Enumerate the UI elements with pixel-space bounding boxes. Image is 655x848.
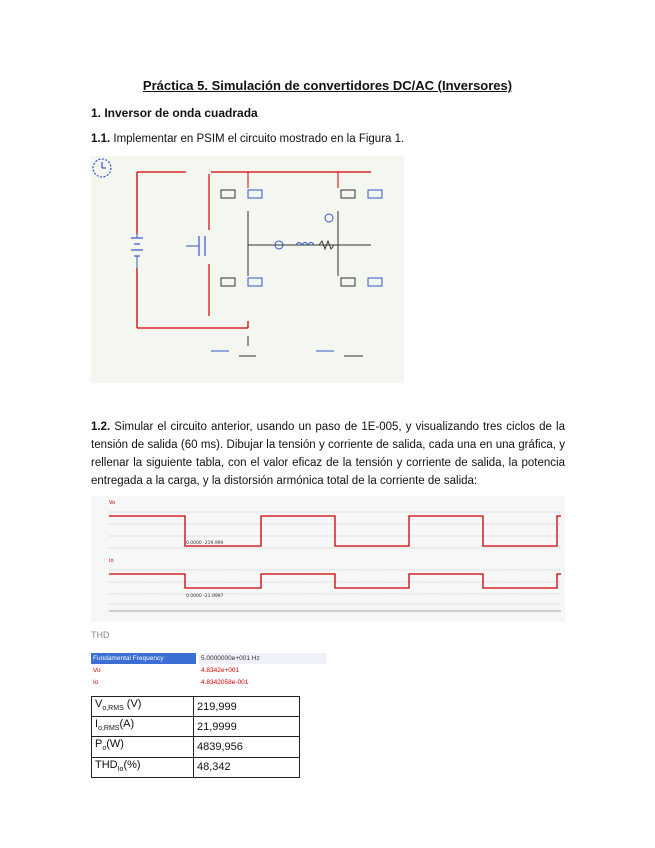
- item-1-1: [91, 133, 404, 145]
- thd-row-value: 4.8342e+001: [201, 667, 240, 674]
- table-cell-label: $I_{o,RMS}(A)$: [92, 717, 194, 737]
- thd-row-label: Vo: [93, 667, 101, 674]
- table-cell-value: 219,999: [194, 697, 300, 717]
- thd-row-label: Io: [93, 679, 99, 686]
- waveform-plot: [91, 496, 565, 622]
- thd-row: [91, 653, 326, 664]
- cursor-readout-1: 0.0000 -219.999: [186, 541, 224, 546]
- item-1-1-number: 1.1.: [91, 133, 111, 145]
- page-title: Práctica 5. Simulación de convertidores DC/AC (Inversores): [142, 78, 513, 93]
- table-cell-value: 48,342: [194, 757, 300, 777]
- table-row: [92, 717, 300, 737]
- waveform-label-vo: Vo: [109, 500, 116, 506]
- item-1-1-text: Implementar en PSIM el circuito mostrado en la Figura 1.: [110, 133, 405, 145]
- table-row: [92, 757, 300, 777]
- results-table: [91, 696, 300, 778]
- item-1-2-text: Simular el circuito anterior, usando un paso de 1E-005, y visualizando tres ciclos de la tensión de salida (60 ms). Dibujar la tensión y corriente de salida, cada una en una gráfica, y rellenar la siguiente tabla, con el valor eficaz de la tensión y corriente de salida, la potencia entregada a la carga, y la distorsión armónica total de la corriente de salida:: [91, 421, 565, 487]
- thd-panel-title: THD: [91, 630, 110, 640]
- thd-row-label: Fundamental Frequency: [91, 653, 196, 664]
- thd-row: [91, 665, 326, 676]
- item-1-2-number: 1.2.: [91, 421, 111, 433]
- table-cell-value: 4839,956: [194, 737, 300, 757]
- cursor-readout-2: 0.0000 -21.9997: [186, 594, 224, 599]
- table-row: [92, 697, 300, 717]
- table-cell-label: $THD_{Io}(\%)$: [92, 757, 194, 777]
- section-heading-1: 1. Inversor de onda cuadrada: [91, 106, 258, 120]
- table-cell-label: $P_o(W)$: [92, 737, 194, 757]
- thd-row-value: 5.0000000e+001 Hz: [199, 653, 326, 664]
- circuit-figure: [91, 156, 404, 383]
- thd-row: [91, 677, 326, 688]
- waveform-svg: [91, 496, 565, 622]
- table-cell-label: $V_{o,RMS}$ (V): [92, 697, 194, 717]
- table-cell-value: 21,9999: [194, 717, 300, 737]
- table-row: [92, 737, 300, 757]
- clock-icon: [93, 159, 111, 177]
- item-1-2: [91, 418, 565, 490]
- thd-panel: [91, 630, 326, 688]
- circuit-schematic: [91, 156, 404, 383]
- waveform-label-io: Io: [109, 558, 114, 564]
- thd-row-value: 4.8342058e-001: [201, 679, 249, 686]
